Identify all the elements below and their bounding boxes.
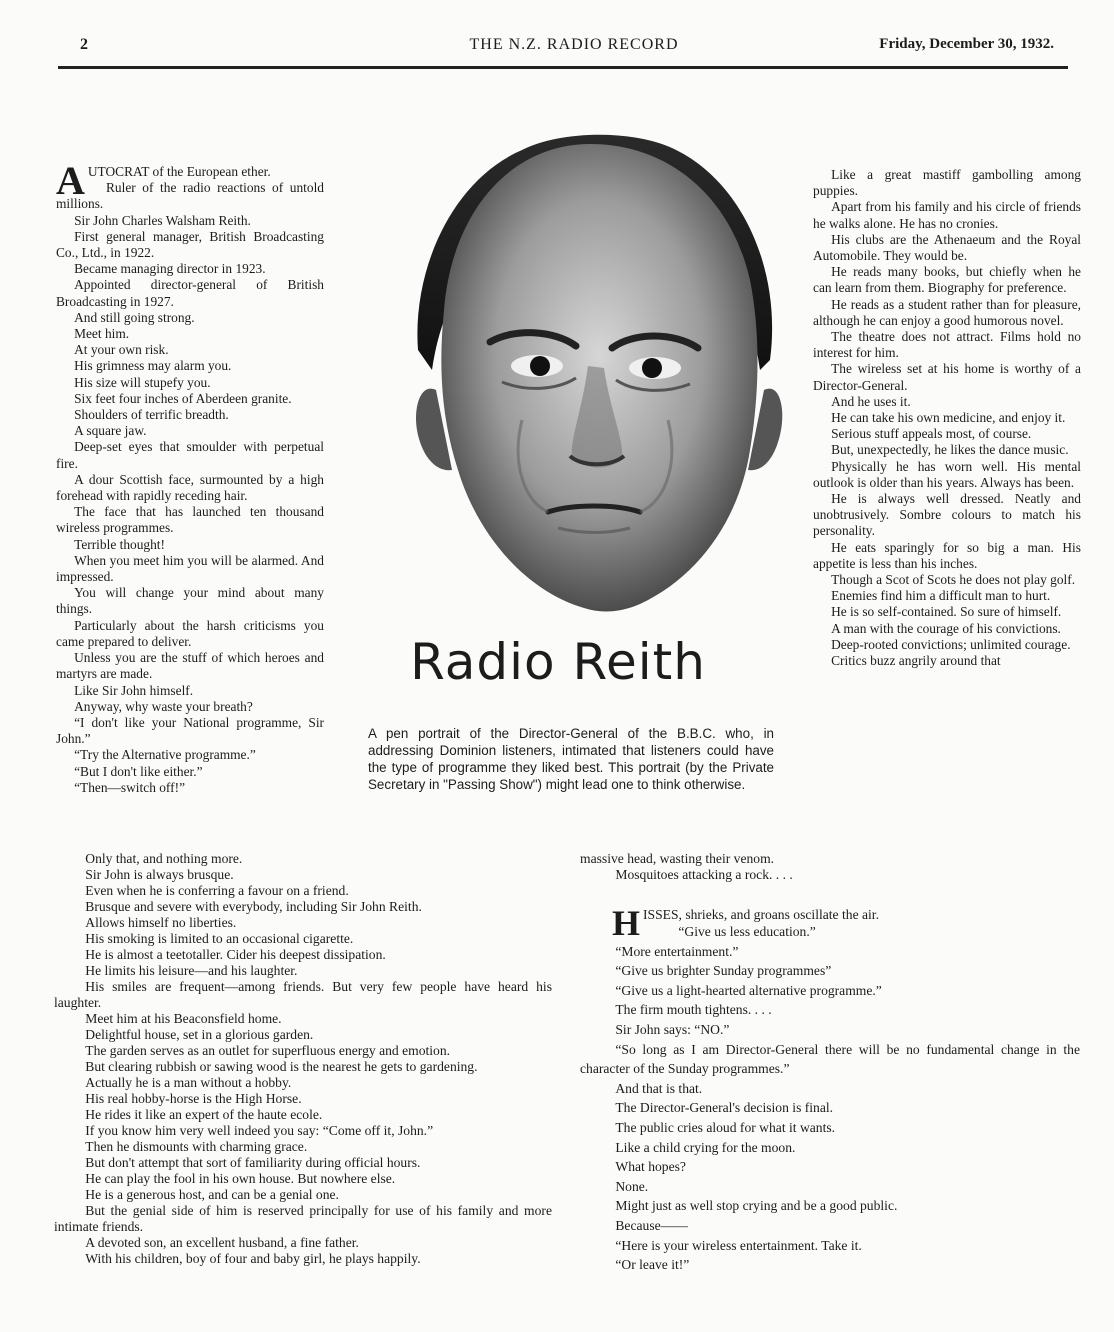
body-paragraph: A man with the courage of his convictions.: [831, 620, 1061, 636]
body-paragraph: Because——: [615, 1217, 688, 1233]
body-paragraph: Only that, and nothing more.: [85, 851, 243, 866]
body-paragraph: Deep-set eyes that smoulder with perpetual fire.: [56, 439, 324, 471]
body-paragraph: “Then—switch off!”: [74, 779, 186, 795]
body-paragraph: The garden serves as an outlet for superfluous energy and emotion.: [85, 1043, 451, 1058]
body-paragraph: And he uses it.: [831, 393, 911, 409]
body-paragraph: “Or leave it!”: [615, 1257, 690, 1273]
body-paragraph: Ruler of the radio reactions of untold millions.: [56, 180, 324, 212]
header-rule: [58, 66, 1068, 69]
continued-line: massive head, wasting their venom.: [580, 851, 775, 866]
body-paragraph: “More entertainment.”: [615, 943, 739, 959]
standfirst: A pen portrait of the Director-General of the B.B.C. who, in addressing Dominion listeners, intimated that listeners could have the type of programme they liked best. This portrait (by the Private Secretary in "Passing Show") might lead one to think otherwise.: [368, 726, 774, 792]
body-paragraph: Then he dismounts with charming grace.: [85, 1139, 308, 1154]
body-paragraph: Though a Scot of Scots he does not play golf.: [831, 572, 1076, 588]
issue-date: Friday, December 30, 1932.: [879, 36, 1054, 52]
body-paragraph: The theatre does not attract. Films hold no interest for him.: [813, 329, 1081, 361]
body-paragraph: If you know him very well indeed you say: “Come off it, John.”: [85, 1123, 434, 1138]
body-paragraph: But, unexpectedly, he likes the dance music.: [831, 442, 1069, 458]
paragraph-list: [54, 851, 552, 1267]
body-paragraph: First general manager, British Broadcasting Co., Ltd., in 1922.: [56, 228, 324, 261]
body-paragraph: Even when he is conferring a favour on a friend.: [85, 883, 349, 898]
body-paragraph: But clearing rubbish or sawing wood is the nearest he gets to gardening.: [85, 1059, 478, 1074]
body-paragraph: A square jaw.: [74, 423, 147, 439]
body-paragraph: With his children, boy of four and baby girl, he plays happily.: [85, 1251, 421, 1266]
body-paragraph: Serious stuff appeals most, of course.: [831, 426, 1032, 442]
body-paragraph: The public cries aloud for what it wants.: [615, 1119, 836, 1135]
body-paragraph: Apart from his family and his circle of friends he walks alone. He has no cronies.: [813, 199, 1081, 231]
body-paragraph: Sir John is always brusque.: [85, 867, 234, 882]
body-paragraph: But don't attempt that sort of familiarity during official hours.: [85, 1155, 421, 1170]
body-paragraph: Actually he is a man without a hobby.: [85, 1075, 292, 1090]
body-paragraph: When you meet him you will be alarmed. And impressed.: [56, 552, 324, 585]
body-paragraph: Became managing director in 1923.: [74, 261, 266, 277]
body-paragraph: “Try the Alternative programme.”: [74, 747, 256, 763]
hisses-text: ISSES, shrieks, and groans oscillate the air.: [643, 907, 879, 922]
body-paragraph: But the genial side of him is reserved principally for use of his family and more intimate friends.: [54, 1203, 552, 1234]
reith-portrait: [372, 120, 808, 620]
body-paragraph: And still going strong.: [74, 309, 195, 325]
body-paragraph: Enemies find him a difficult man to hurt.: [831, 588, 1051, 604]
body-paragraph: Sir John Charles Walsham Reith.: [74, 212, 251, 228]
paragraph-list: [56, 180, 324, 796]
body-paragraph: “But I don't like either.”: [74, 763, 203, 779]
body-paragraph: Anyway, why waste your breath?: [74, 698, 253, 714]
body-paragraph: Appointed director-general of British Broadcasting in 1927.: [56, 277, 324, 309]
body-paragraph: Delightful house, set in a glorious garden.: [85, 1027, 314, 1042]
body-paragraph: He rides it like an expert of the haute ecole.: [85, 1107, 323, 1122]
body-paragraph: You will change your mind about many things.: [56, 585, 324, 617]
opening-text: UTOCRAT of the European ether.: [87, 164, 271, 179]
body-paragraph: Sir John says: “NO.”: [615, 1021, 730, 1037]
body-paragraph: He limits his leisure—and his laughter.: [85, 963, 298, 978]
left-column: [56, 158, 324, 796]
body-paragraph: The face that has launched ten thousand wireless programmes.: [56, 504, 324, 536]
body-paragraph: Allows himself no liberties.: [85, 915, 237, 930]
body-paragraph: Terrible thought!: [74, 536, 165, 552]
publication-title: THE N.Z. RADIO RECORD: [469, 36, 679, 53]
body-paragraph: His real hobby-horse is the High Horse.: [85, 1091, 302, 1106]
body-paragraph: A devoted son, an excellent husband, a fine father.: [85, 1235, 359, 1250]
body-paragraph: Meet him.: [74, 326, 130, 342]
body-paragraph: At your own risk.: [74, 342, 169, 358]
body-paragraph: He can take his own medicine, and enjoy it.: [831, 410, 1066, 426]
body-paragraph: Shoulders of terrific breadth.: [74, 407, 229, 423]
mosquitoes-line: Mosquitoes attacking a rock. . . .: [615, 867, 793, 882]
body-paragraph: Unless you are the stuff of which heroes and martyrs are made.: [56, 650, 324, 682]
body-paragraph: Like a great mastiff gambolling among puppies.: [813, 167, 1081, 199]
body-paragraph: His smiles are frequent—among friends. But very few people have heard his laughter.: [54, 979, 552, 1010]
body-paragraph: He is a generous host, and can be a genial one.: [85, 1187, 339, 1202]
headline: Radio Reith: [410, 633, 706, 691]
body-paragraph: “Give us less education.”: [678, 924, 816, 939]
body-paragraph: None.: [615, 1178, 649, 1194]
bottom-left-column: [54, 851, 552, 1267]
body-paragraph: And that is that.: [615, 1080, 703, 1096]
body-paragraph: The Director-General's decision is final.: [615, 1100, 834, 1116]
body-paragraph: What hopes?: [615, 1159, 686, 1175]
body-paragraph: Might just as well stop crying and be a good public.: [615, 1198, 898, 1214]
paragraph-list: [580, 922, 1080, 1275]
body-paragraph: “Here is your wireless entertainment. Take it.: [615, 1237, 862, 1253]
body-paragraph: Brusque and severe with everybody, including Sir John Reith.: [85, 899, 422, 914]
body-paragraph: “Give us brighter Sunday programmes”: [615, 963, 832, 979]
drop-cap: A: [56, 158, 85, 203]
body-paragraph: His clubs are the Athenaeum and the Royal Automobile. They would be.: [813, 231, 1081, 264]
body-paragraph: He can play the fool in his own house. But nowhere else.: [85, 1171, 396, 1186]
body-paragraph: He is almost a teetotaller. Cider his deepest dissipation.: [85, 947, 386, 962]
drop-cap: H: [612, 903, 641, 943]
paragraph-list: [813, 167, 1081, 669]
body-paragraph: He is always well dressed. Neatly and unobtrusively. Sombre colours to match his personality.: [813, 491, 1081, 539]
body-paragraph: Six feet four inches of Aberdeen granite.: [74, 390, 292, 406]
bottom-right-column: [580, 851, 1080, 1275]
body-paragraph: His size will stupefy you.: [74, 374, 211, 390]
body-paragraph: “Give us a light-hearted alternative programme.”: [615, 982, 882, 998]
body-paragraph: His smoking is limited to an occasional cigarette.: [85, 931, 354, 946]
body-paragraph: He eats sparingly for so big a man. His appetite is less than his inches.: [813, 539, 1081, 571]
body-paragraph: Meet him at his Beaconsfield home.: [85, 1011, 282, 1026]
body-paragraph: He reads many books, but chiefly when he can learn from them. Biography for preference.: [813, 264, 1081, 296]
right-column: [813, 167, 1081, 669]
page-number: 2: [80, 36, 88, 53]
body-paragraph: Like Sir John himself.: [74, 682, 194, 698]
body-paragraph: He reads as a student rather than for pleasure, although he can enjoy a good humorous novel.: [813, 296, 1081, 328]
body-paragraph: Critics buzz angrily around that: [831, 653, 1001, 669]
body-paragraph: Particularly about the harsh criticisms you came prepared to deliver.: [56, 617, 324, 649]
body-paragraph: Deep-rooted convictions; unlimited courage.: [831, 636, 1071, 652]
body-paragraph: The wireless set at his home is worthy of a Director-General.: [813, 361, 1081, 393]
body-paragraph: Physically he has worn well. His mental outlook is older than his years. Always has been.: [813, 458, 1081, 490]
body-paragraph: “I don't like your National programme, Sir John.”: [56, 714, 324, 747]
body-paragraph: His grimness may alarm you.: [74, 358, 232, 374]
body-paragraph: He is so self-contained. So sure of himself.: [831, 604, 1062, 620]
body-paragraph: The firm mouth tightens. . . .: [615, 1002, 772, 1018]
body-paragraph: Like a child crying for the moon.: [615, 1139, 796, 1155]
body-paragraph: A dour Scottish face, surmounted by a high forehead with rapidly receding hair.: [56, 471, 324, 504]
body-paragraph: “So long as I am Director-General there will be no fundamental change in the character of the Sunday programmes.”: [580, 1041, 1080, 1077]
page-header: [58, 36, 1090, 66]
